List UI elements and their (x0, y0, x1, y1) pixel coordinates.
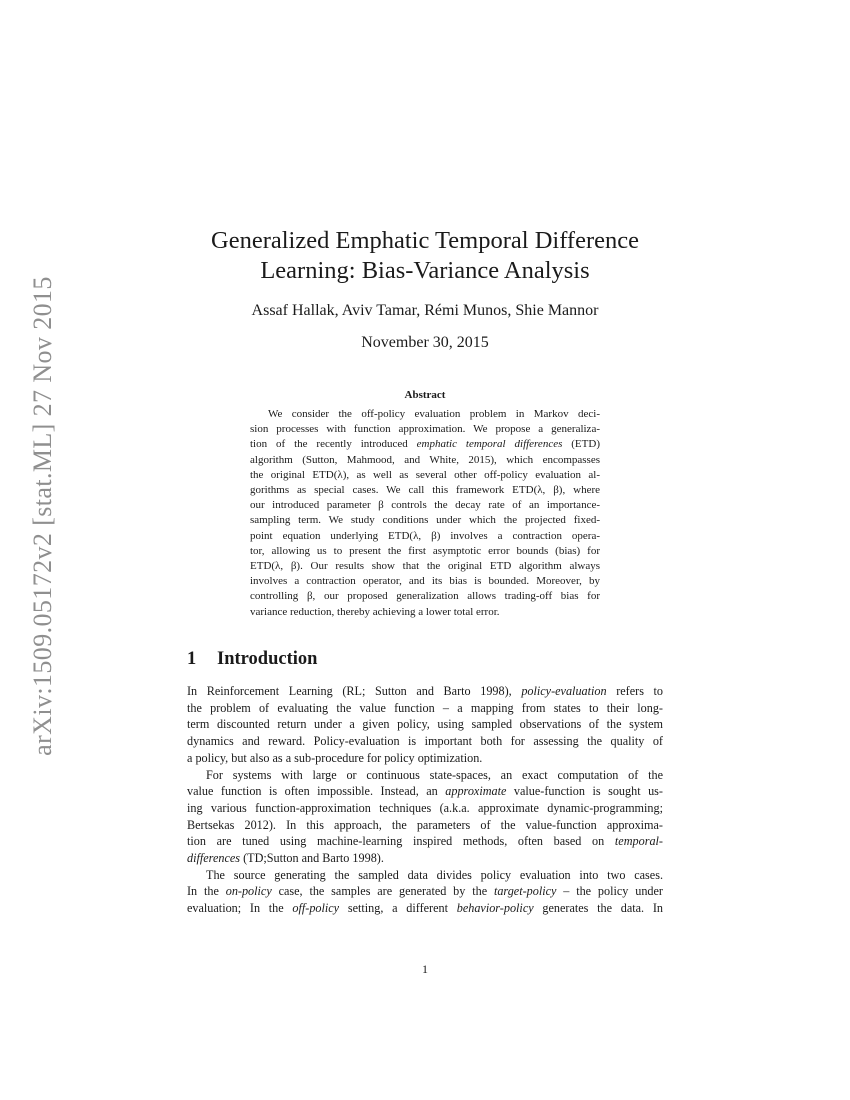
arxiv-identifier-text: arXiv:1509.05172v2 [stat.ML] 27 Nov 2015 (28, 275, 57, 756)
body-line (187, 833, 663, 850)
body-line-segment: evaluation; In the (187, 901, 293, 916)
abstract-line: the original ETD(λ), as well as several other off-policy evaluation al- (250, 468, 600, 481)
body-emphasis: approximate (445, 784, 507, 799)
abstract-line: variance reduction, thereby achieving a lower total error. (250, 605, 500, 618)
body-emphasis: off-policy (292, 901, 340, 916)
body-line (187, 683, 663, 700)
abstract-line: our introduced parameter β controls the decay rate of an importance- (250, 499, 600, 512)
paper-title-line-2: Learning: Bias-Variance Analysis (260, 257, 590, 284)
abstract-line: controlling β, our proposed generalization allows trading-off bias for (250, 590, 600, 603)
abstract-line: gorithms as special cases. We call this framework ETD(λ, β), where (250, 484, 600, 497)
section-number: 1 (187, 649, 197, 669)
abstract-line: sampling term. We study conditions under which the projected fixed- (250, 514, 600, 527)
body-line-segment: value function is often impossible. Instead, an (187, 784, 446, 799)
abstract-line: tor, allowing us to present the first asymptotic error bounds (bias) for (250, 544, 600, 557)
paper-title-line-1: Generalized Emphatic Temporal Difference (211, 227, 639, 254)
body-line (187, 850, 663, 867)
abstract-line (250, 437, 600, 452)
body-emphasis: target-policy (493, 884, 557, 899)
abstract-heading: Abstract (404, 389, 446, 401)
abstract-line-segment: tion of the recently introduced (250, 438, 417, 451)
body-line (187, 883, 663, 900)
abstract-emphasis: emphatic temporal differences (416, 438, 563, 451)
abstract-line: involves a contraction operator, and its bias is bounded. Moreover, by (250, 575, 600, 588)
introduction-body (187, 683, 663, 917)
body-line: term discounted return under a given policy, using sampled observations of the system (187, 717, 663, 732)
body-line (187, 900, 663, 917)
body-emphasis: differences (187, 851, 241, 866)
arxiv-identifier-stamp (24, 253, 62, 778)
body-line: the problem of evaluating the value function – a mapping from states to their long- (187, 700, 663, 715)
abstract-body (250, 407, 600, 620)
abstract-line: We consider the off-policy evaluation problem in Markov deci- (268, 408, 600, 420)
body-line: Bertsekas 2012). In this approach, the parameters of the value-function approxima- (187, 817, 663, 832)
section-title: Introduction (217, 649, 318, 669)
body-line-segment: setting, a different (339, 901, 457, 916)
body-line: a policy, but also as a sub-procedure for policy optimization. (187, 750, 483, 765)
body-line: For systems with large or continuous state-spaces, an exact computation of the (206, 767, 663, 782)
body-line-segment: refers to (606, 684, 664, 698)
paper-title (190, 226, 660, 286)
abstract-line: ETD(λ, β). Our results show that the original ETD algorithm always (250, 560, 600, 573)
abstract-line: algorithm (Sutton, Mahmood, and White, 2015), which encompasses (250, 453, 600, 466)
body-emphasis: temporal- (614, 834, 663, 849)
body-line-segment: value-function is sought us- (506, 784, 663, 799)
abstract-line-segment: (ETD) (562, 438, 600, 451)
publication-date: November 30, 2015 (361, 334, 489, 351)
body-line: dynamics and reward. Policy-evaluation is important both for assessing the quality of (187, 734, 663, 749)
body-line (187, 783, 663, 800)
body-emphasis: policy-evaluation (521, 684, 607, 698)
body-line: The source generating the sampled data divides policy evaluation into two cases. (206, 867, 663, 882)
abstract-line: point equation underlying ETD(λ, β) involves a contraction opera- (250, 529, 600, 542)
body-line-segment: case, the samples are generated by the (271, 884, 494, 899)
body-line-segment: generates the data. In (533, 901, 663, 916)
body-line-segment: – the policy under (556, 884, 663, 899)
author-list: Assaf Hallak, Aviv Tamar, Rémi Munos, Shie Mannor (251, 302, 599, 319)
body-line: ing various function-approximation techniques (a.k.a. approximate dynamic-programming; (187, 800, 663, 815)
body-emphasis: on-policy (225, 884, 272, 899)
body-emphasis: behavior-policy (456, 901, 534, 916)
body-line-segment: In the (187, 884, 226, 899)
section-heading-introduction (187, 648, 317, 670)
body-line-segment: In Reinforcement Learning (RL; Sutton and Barto 1998), (187, 684, 522, 698)
page-number: 1 (422, 962, 428, 976)
body-line-segment: (TD;Sutton and Barto 1998). (240, 851, 384, 866)
abstract-line: sion processes with function approximation. We propose a generaliza- (250, 423, 600, 436)
body-line-segment: tion are tuned using machine-learning inspired methods, often based on (187, 834, 615, 849)
